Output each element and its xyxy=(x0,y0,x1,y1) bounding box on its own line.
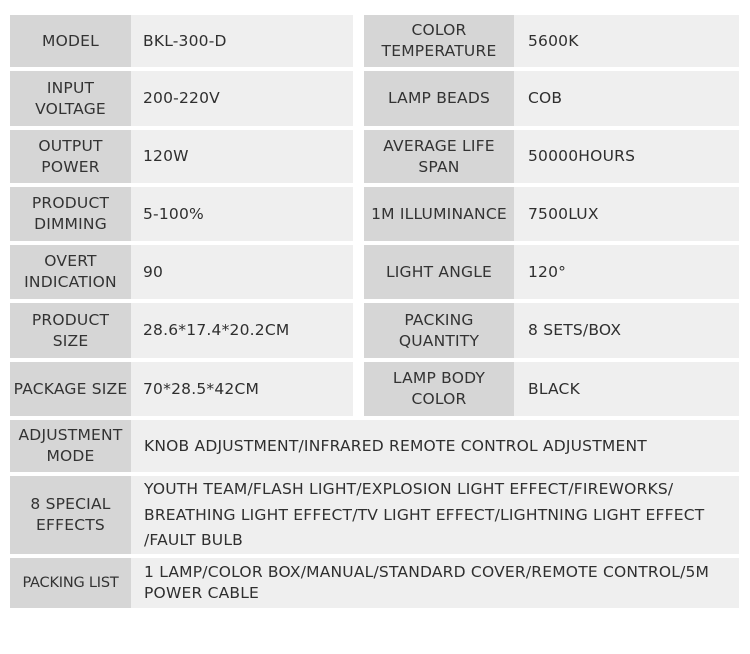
product-dimming-value: 5-100% xyxy=(131,187,353,241)
color-temperature-value: 5600K xyxy=(514,15,739,67)
spec-table xyxy=(10,15,739,612)
product-dimming-label: PRODUCT DIMMING xyxy=(10,187,131,241)
product-size-value: 28.6*17.4*20.2CM xyxy=(131,303,353,358)
packing-list-label: PACKING LIST xyxy=(10,558,131,608)
adjustment-mode-value: KNOB ADJUSTMENT/INFRARED REMOTE CONTROL ADJUSTMENT xyxy=(131,420,739,472)
special-effects-label: 8 SPECIAL EFFECTS xyxy=(10,476,131,554)
model-label: MODEL xyxy=(10,15,131,67)
output-power-label: OUTPUT POWER xyxy=(10,130,131,183)
lamp-body-color-value: BLACK xyxy=(514,362,739,416)
spec-row xyxy=(10,71,739,126)
model-value: BKL-300-D xyxy=(131,15,353,67)
average-life-span-value: 50000HOURS xyxy=(514,130,739,183)
packing-quantity-label: PACKING QUANTITY xyxy=(364,303,514,358)
illuminance-value: 7500LUX xyxy=(514,187,739,241)
overt-indication-label: OVERT INDICATION xyxy=(10,245,131,299)
lamp-beads-value: COB xyxy=(514,71,739,126)
spec-row xyxy=(10,15,739,67)
average-life-span-label: AVERAGE LIFE SPAN xyxy=(364,130,514,183)
overt-indication-value: 90 xyxy=(131,245,353,299)
color-temperature-label: COLOR TEMPERATURE xyxy=(364,15,514,67)
lamp-body-color-label: LAMP BODY COLOR xyxy=(364,362,514,416)
input-voltage-value: 200-220V xyxy=(131,71,353,126)
illuminance-label: 1M ILLUMINANCE xyxy=(364,187,514,241)
spec-row xyxy=(10,362,739,416)
output-power-value: 120W xyxy=(131,130,353,183)
spec-row xyxy=(10,476,739,554)
spec-row xyxy=(10,187,739,241)
package-size-value: 70*28.5*42CM xyxy=(131,362,353,416)
spec-row xyxy=(10,558,739,608)
spec-row xyxy=(10,303,739,358)
spec-row xyxy=(10,245,739,299)
packing-quantity-value: 8 SETS/BOX xyxy=(514,303,739,358)
spec-row xyxy=(10,130,739,183)
input-voltage-label: INPUT VOLTAGE xyxy=(10,71,131,126)
adjustment-mode-label: ADJUSTMENT MODE xyxy=(10,420,131,472)
product-size-label: PRODUCT SIZE xyxy=(10,303,131,358)
spec-row xyxy=(10,420,739,472)
package-size-label: PACKAGE SIZE xyxy=(10,362,131,416)
lamp-beads-label: LAMP BEADS xyxy=(364,71,514,126)
packing-list-value: 1 LAMP/COLOR BOX/MANUAL/STANDARD COVER/REMOTE CONTROL/5M POWER CABLE xyxy=(131,558,739,608)
special-effects-value: YOUTH TEAM/FLASH LIGHT/EXPLOSION LIGHT EFFECT/FIREWORKS/ BREATHING LIGHT EFFECT/TV LIGHT EFFECT/LIGHTNING LIGHT EFFECT /FAULT BULB xyxy=(131,476,739,554)
light-angle-value: 120° xyxy=(514,245,739,299)
light-angle-label: LIGHT ANGLE xyxy=(364,245,514,299)
